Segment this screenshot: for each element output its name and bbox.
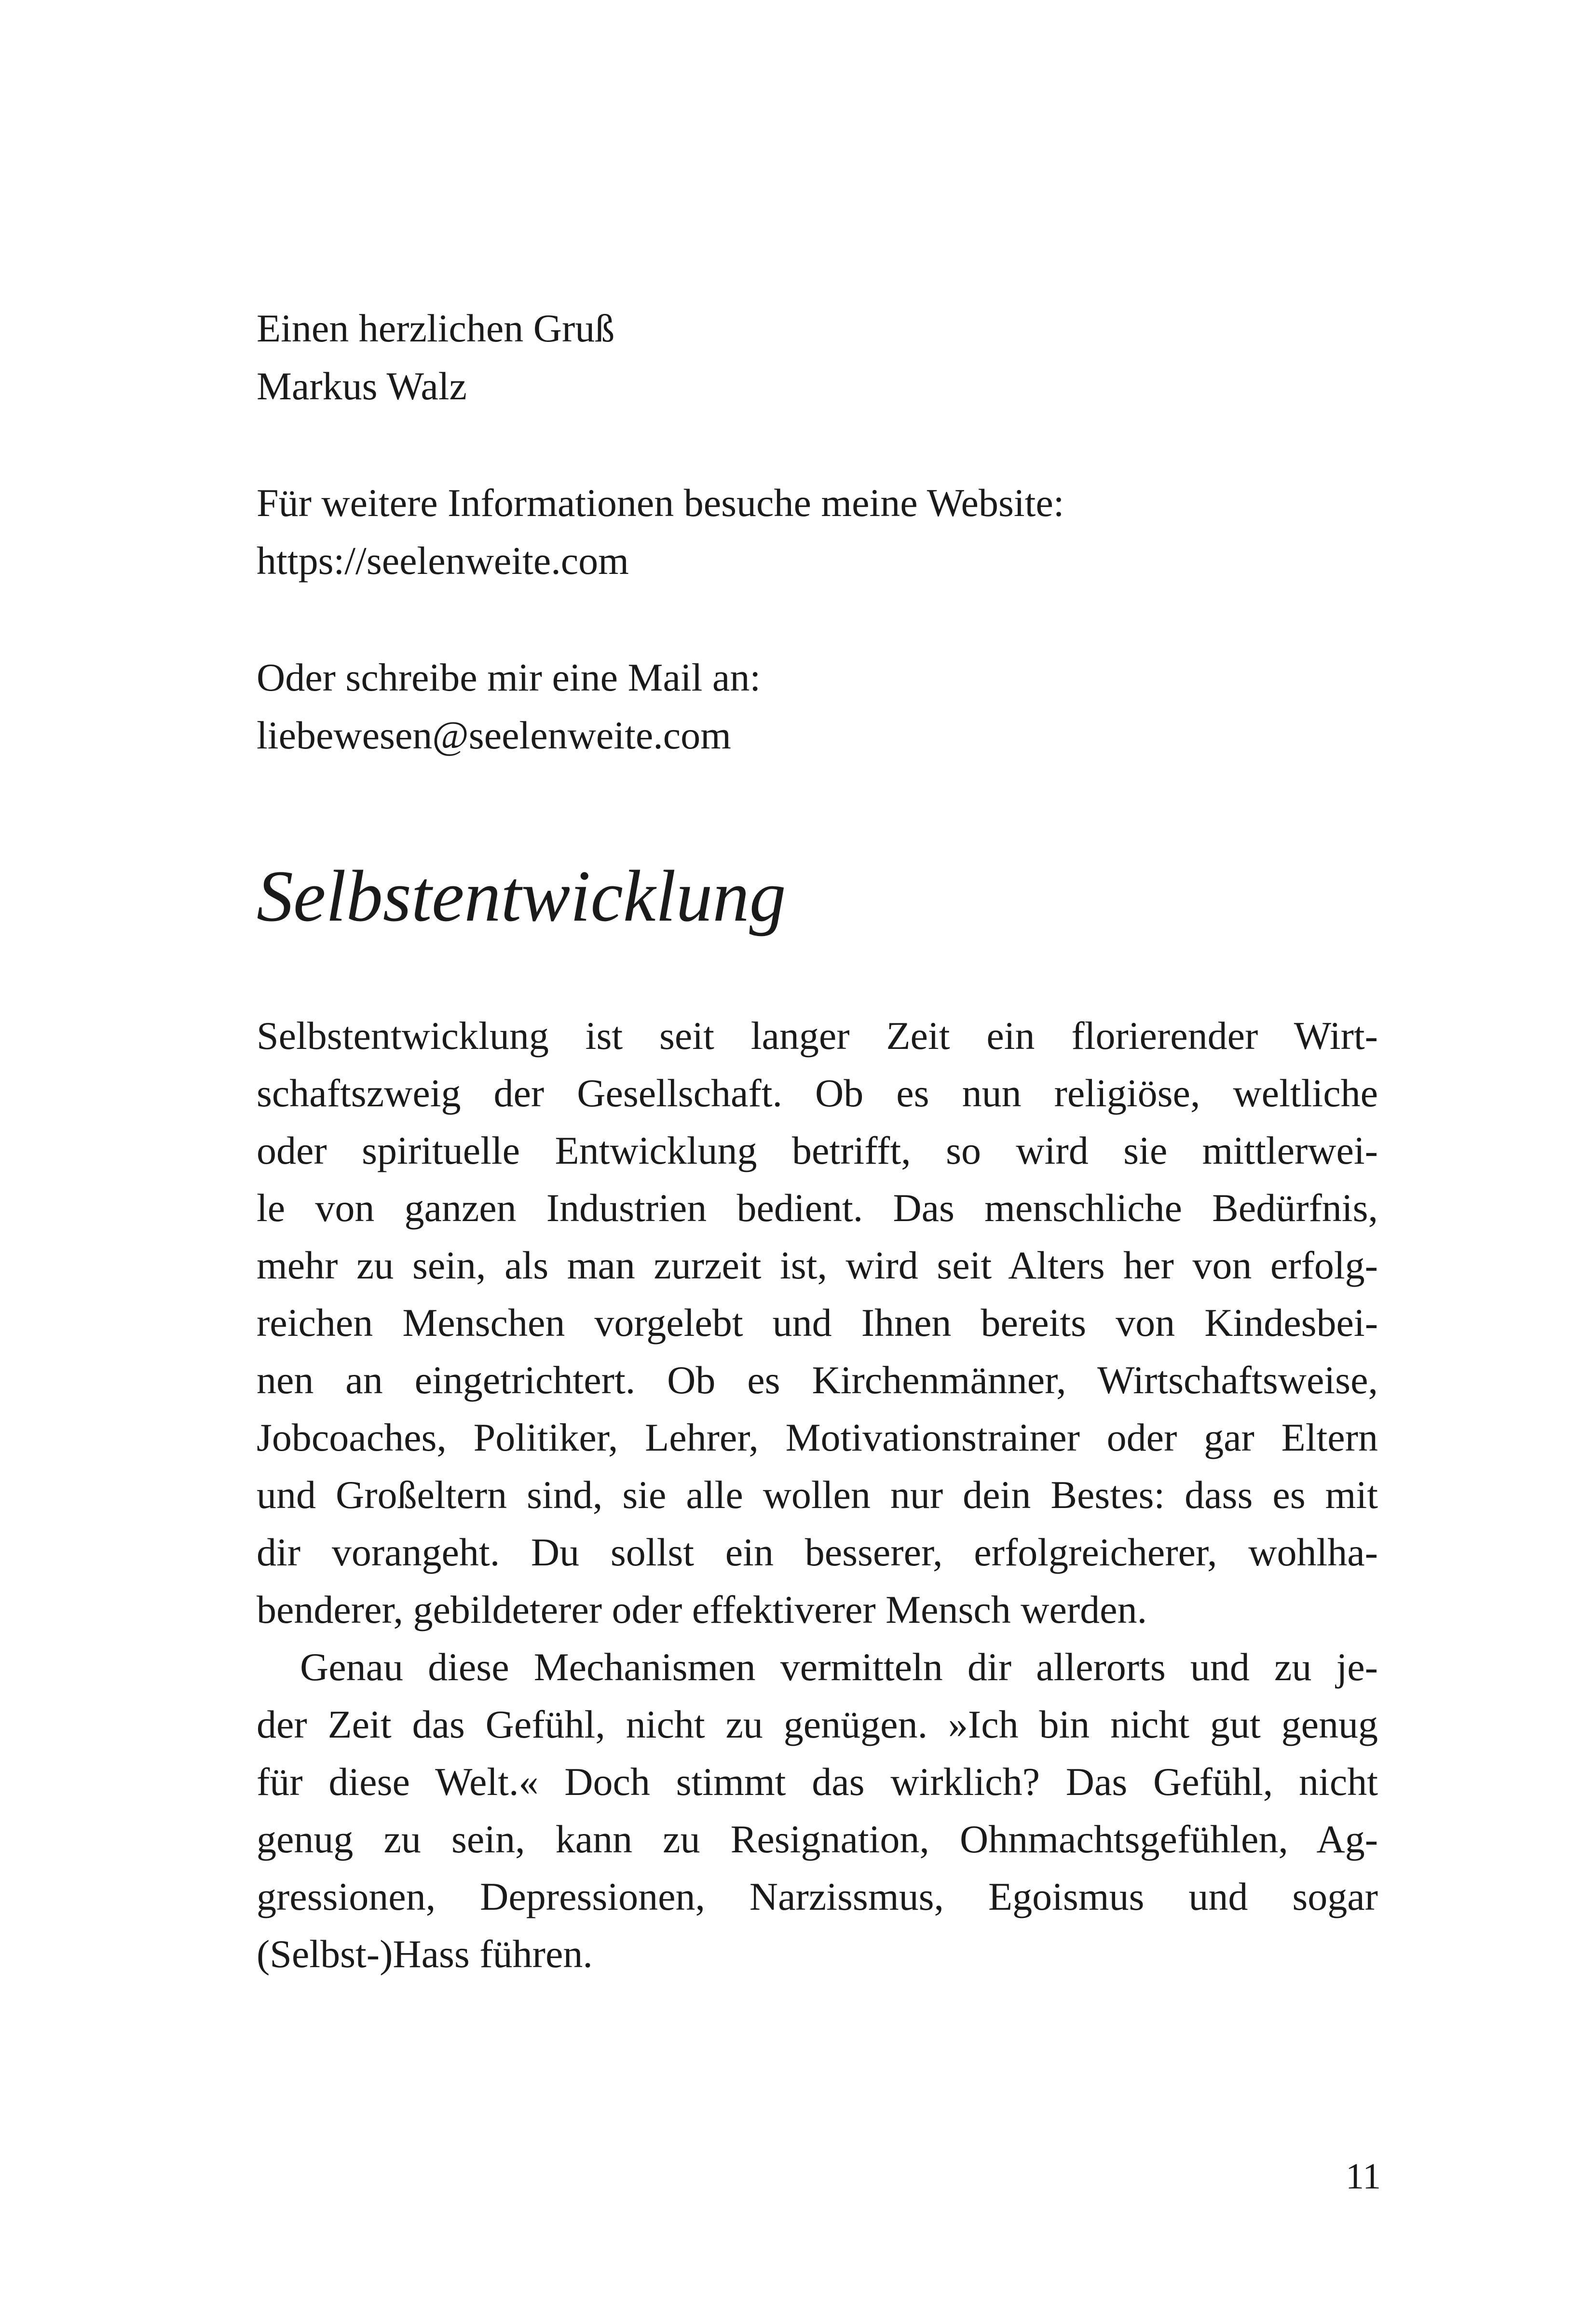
text-line: reichen Menschen vorgelebt und Ihnen bereits von Kindesbei- xyxy=(257,1301,1378,1345)
paragraph-2 xyxy=(257,1638,1378,1983)
section-title: Selbstentwicklung xyxy=(257,856,786,937)
mail-prompt: Oder schreibe mir eine Mail an: xyxy=(257,655,761,699)
text-line: Genau diese Mechanismen vermitteln dir allerorts und zu je- xyxy=(300,1645,1378,1689)
text-line: Selbstentwicklung ist seit langer Zeit ein florierender Wirt- xyxy=(257,1014,1378,1058)
text-line: genug zu sein, kann zu Resignation, Ohnmachtsgefühlen, Ag- xyxy=(257,1817,1378,1861)
text-line: gressionen, Depressionen, Narzissmus, Egoismus und sogar xyxy=(257,1875,1378,1918)
text-line: schaftszweig der Gesellschaft. Ob es nun religiöse, weltliche xyxy=(257,1071,1378,1115)
text-line: benderer, gebildeterer oder effektiverer Mensch werden. xyxy=(257,1588,1147,1631)
text-line: Jobcoaches, Politiker, Lehrer, Motivationstrainer oder gar Eltern xyxy=(257,1415,1378,1459)
text-line: le von ganzen Industrien bedient. Das menschliche Bedürfnis, xyxy=(257,1186,1378,1230)
letter-signature: Markus Walz xyxy=(257,364,467,408)
paragraph-1 xyxy=(257,1007,1378,1638)
section-body xyxy=(257,1007,1378,1983)
text-line: mehr zu sein, als man zurzeit ist, wird seit Alters her von erfolg- xyxy=(257,1243,1378,1287)
text-line: oder spirituelle Entwicklung betrifft, so wird sie mittlerwei- xyxy=(257,1128,1378,1172)
text-line: der Zeit das Gefühl, nicht zu genügen. »Ich bin nicht gut genug xyxy=(257,1702,1378,1746)
mail-address: liebewesen@seelenweite.com xyxy=(257,713,731,757)
text-line: dir vorangeht. Du sollst ein besserer, erfolgreicherer, wohlha- xyxy=(257,1530,1378,1574)
text-line: (Selbst-)Hass führen. xyxy=(257,1932,593,1976)
letter-greeting: Einen herzlichen Gruß xyxy=(257,306,615,350)
text-line: nen an eingetrichtert. Ob es Kirchenmänner, Wirtschaftsweise, xyxy=(257,1358,1378,1402)
text-line: für diese Welt.« Doch stimmt das wirklich? Das Gefühl, nicht xyxy=(257,1760,1378,1804)
text-line: und Großeltern sind, sie alle wollen nur dein Bestes: dass es mit xyxy=(257,1473,1378,1517)
website-prompt: Für weitere Informationen besuche meine Website: xyxy=(257,481,1064,525)
page-number: 11 xyxy=(1346,2156,1381,2197)
website-url: https://seelenweite.com xyxy=(257,539,629,583)
